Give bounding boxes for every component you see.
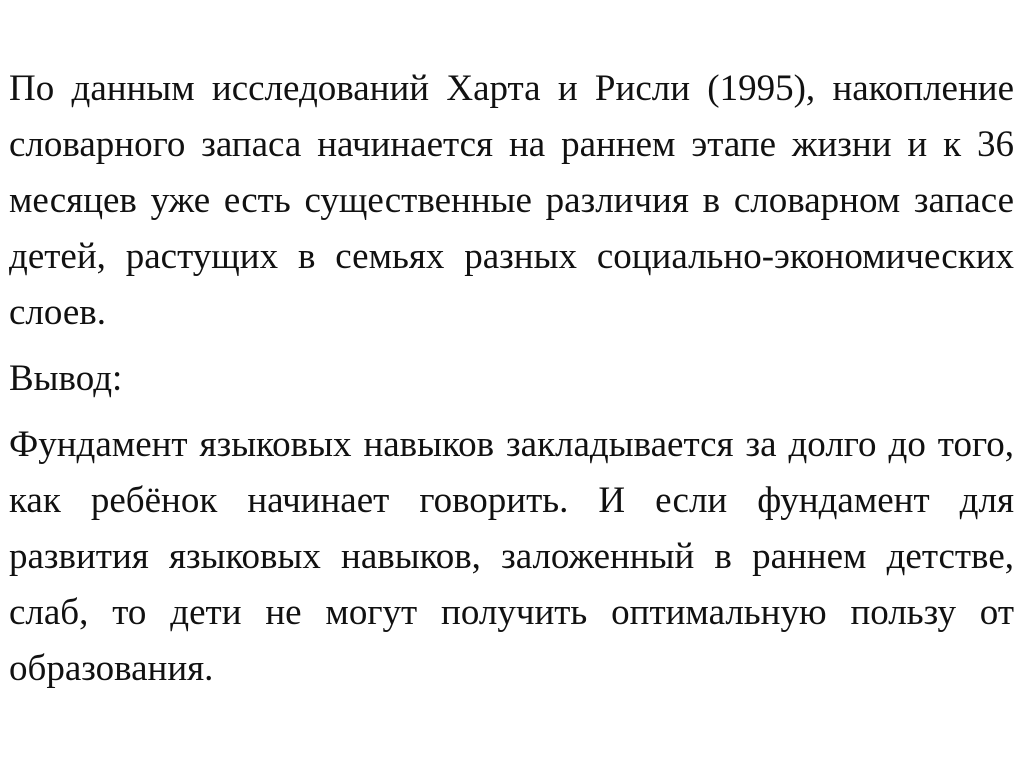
slide-content [9, 61, 1014, 697]
research-paragraph: По данным исследований Харта и Рисли (1995), накопление словарного запаса начинается на раннем этапе жизни и к 36 месяцев уже есть существенные различия в словарном запасе детей, растущих в семьях разных социально-экономических слоев. [9, 68, 1014, 333]
conclusion-paragraph: Фундамент языковых навыков закладывается за долго до того, как ребёнок начинает говорить. И если фундамент для развития языковых навыков, заложенный в раннем детстве, слаб, то дети не могут получить оптимальную пользу от образования. [9, 424, 1014, 689]
conclusion-heading: Вывод: [9, 358, 123, 399]
